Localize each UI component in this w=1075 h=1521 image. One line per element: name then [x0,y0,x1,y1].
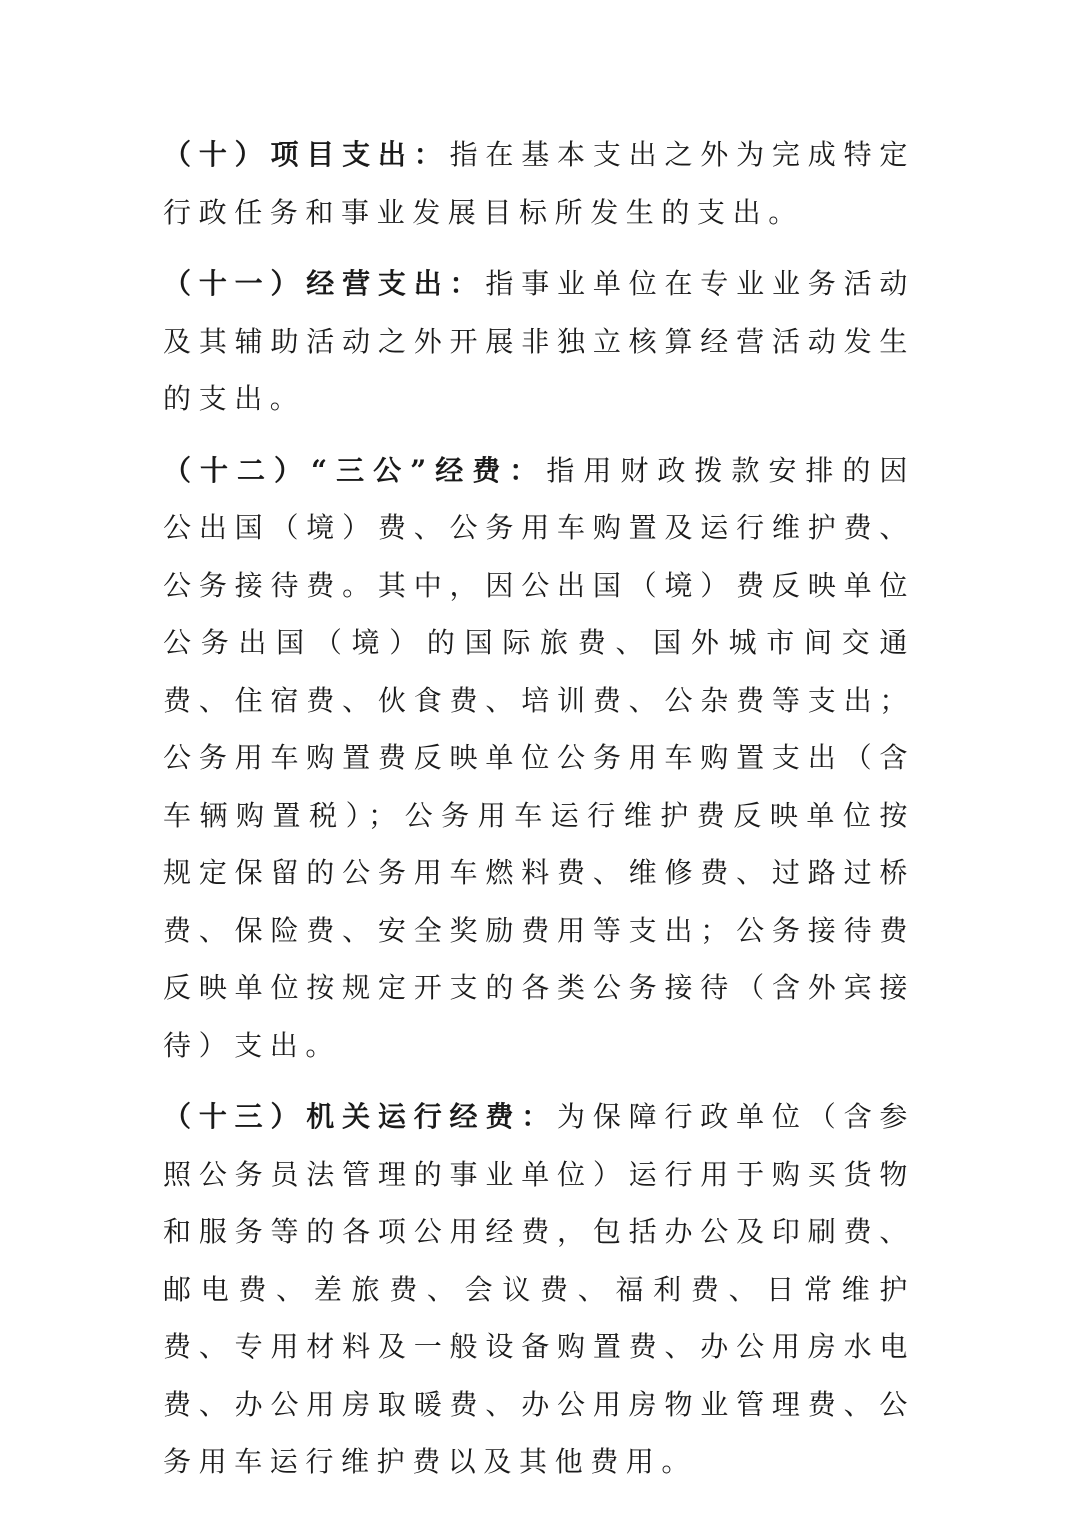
paragraph-three-public-expenses [163,442,915,1075]
document-page [163,126,915,1505]
definition-text: 指用财政拨款安排的因公出国（境）费、公务用车购置及运行维护费、公务接待费。其中，因公出国（境）费反映单位公务出国（境）的国际旅费、国外城市间交通费、住宿费、伙食费、培训费、公杂费等支出；公务用车购置费反映单位公务用车购置支出（含车辆购置税）；公务用车运行维护费反映单位按规定保留的公务用车燃料费、维修费、过路过桥费、保险费、安全奖励费用等支出；公务接待费反映单位按规定开支的各类公务接待（含外宾接待）支出。 [163,453,915,1062]
paragraph-project-expenditure [163,126,915,241]
definition-text: 指在基本支出之外为完成特定行政任务和事业发展目标所发生的支出。 [163,138,915,229]
term-label: （十二）“三公”经费： [163,453,547,487]
definition-text: 指事业单位在专业业务活动及其辅助活动之外开展非独立核算经营活动发生的支出。 [163,267,916,415]
paragraph-agency-operating-funds [163,1088,915,1491]
term-label: （十一）经营支出： [163,267,486,300]
term-label: （十）项目支出： [163,138,450,171]
paragraph-operating-expenditure [163,255,915,428]
term-label: （十三）机关运行经费： [163,1100,558,1133]
definition-text: 为保障行政单位（含参照公务员法管理的事业单位）运行用于购买货物和服务等的各项公用经费，包括办公及印刷费、邮电费、差旅费、会议费、福利费、日常维护费、专用材料及一般设备购置费、办公用房水电费、办公用房取暖费、办公用房物业管理费、公务用车运行维护费以及其他费用。 [163,1100,915,1478]
